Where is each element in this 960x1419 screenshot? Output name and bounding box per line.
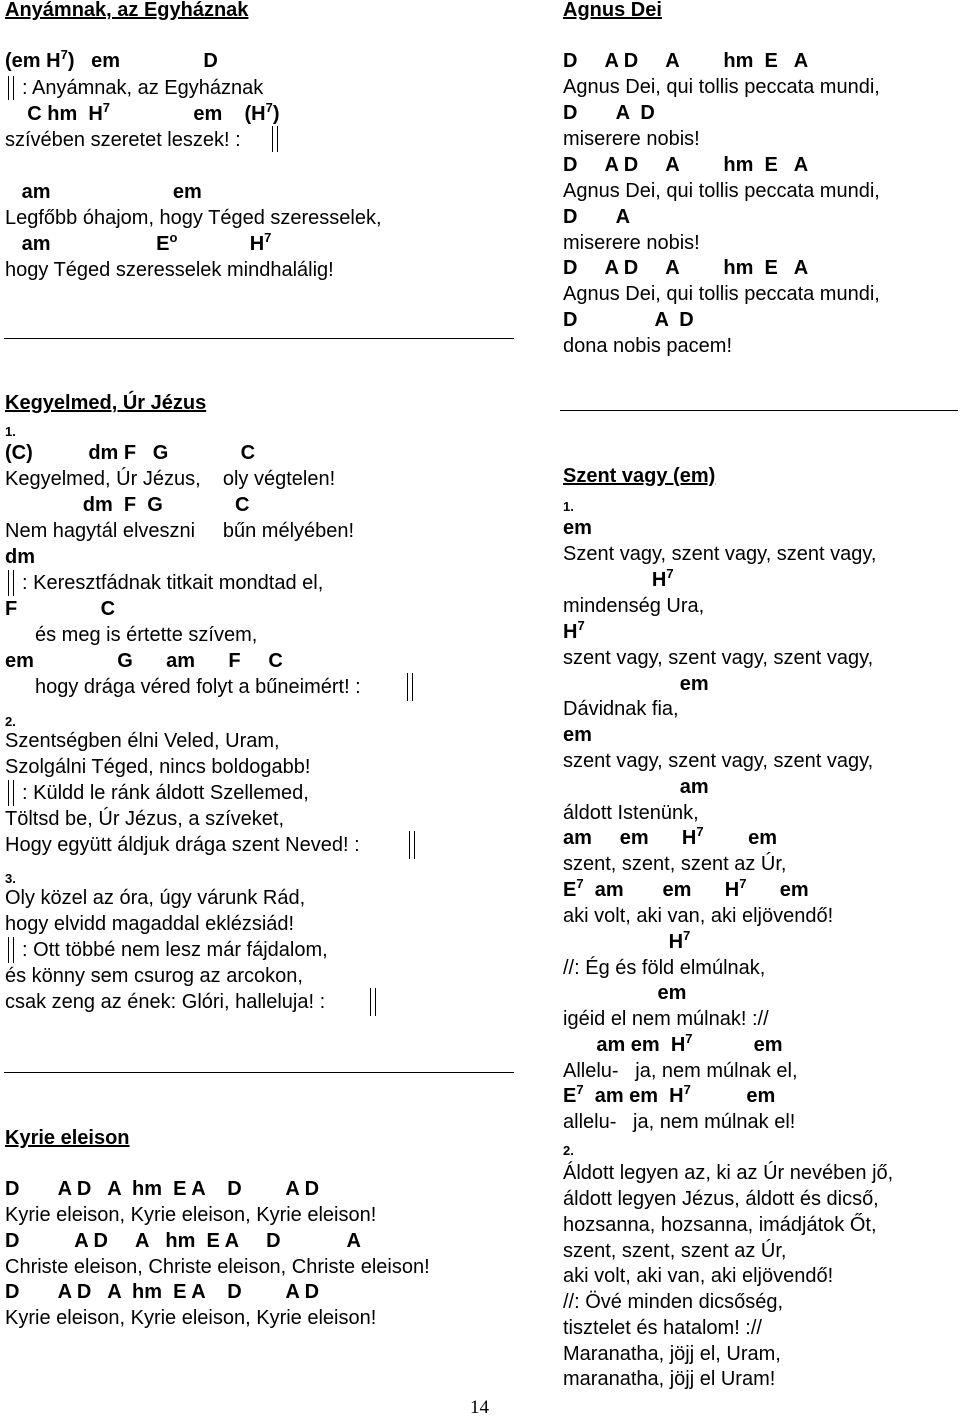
lyric-line: Maranatha, jöjj el, Uram, [563, 1343, 781, 1365]
song-title: Anyámnak, az Egyháznak [5, 0, 249, 21]
lyric-line: szívében szeretet leszek! : [5, 129, 241, 151]
lyric-line: és könny sem csurog az arcokon, [5, 965, 303, 987]
lyric-line: szent, szent, szent az Úr, [563, 1240, 787, 1262]
lyric-line: Allelu- ja, nem múlnak el, [563, 1060, 798, 1082]
lyric-line: Hogy együtt áldjuk drága szent Neved! : [5, 834, 360, 856]
repeat-end-sign [272, 126, 278, 152]
lyric-line: Áldott legyen az, ki az Úr nevében jő, [563, 1162, 894, 1184]
chord-line: (C) dm F G C [5, 442, 256, 464]
lyric-line: hozsanna, hozsanna, imádjátok Őt, [563, 1214, 877, 1236]
chord-line: D A D [563, 309, 694, 331]
chord-line: $E^7$ am em $H^7$ em [563, 876, 809, 901]
lyric-line: : Küldd le ránk áldott Szellemed, [22, 782, 309, 804]
lyric-line: maranatha, jöjj el Uram! [563, 1368, 776, 1390]
chord-line: $H^7$ [563, 618, 585, 643]
lyric-line: tisztelet és hatalom! :// [563, 1317, 762, 1339]
lyric-line: Oly közel az óra, úgy várunk Rád, [5, 887, 306, 909]
lyric-line: csak zeng az ének: Glóri, halleluja! : [5, 991, 326, 1013]
chord-line: em G am F C [5, 650, 283, 672]
lyric-line: szent, szent, szent az Úr, [563, 853, 787, 875]
lyric-line: áldott legyen Jézus, áldott és dicső, [563, 1188, 879, 1210]
chord-line: dm [5, 546, 35, 568]
lyric-line: hogy elvidd magaddal eklézsiád! [5, 913, 295, 935]
repeat-end-sign [407, 673, 413, 701]
lyric-line: Agnus Dei, qui tollis peccata mundi, [563, 283, 880, 305]
lyric-line: : Anyámnak, az Egyháznak [22, 77, 264, 99]
chord-line: $H^7$ [563, 566, 674, 591]
chord-line: $E^7$ am em $H^7$ em [563, 1082, 776, 1107]
lyric-line: Legfőbb óhajom, hogy Téged szeresselek, [5, 207, 382, 229]
lyric-line: hogy drága véred folyt a bűneimért! : [35, 676, 361, 698]
lyric-line: aki volt, aki van, aki eljövendő! [563, 905, 834, 927]
verse-number: 3. [5, 871, 16, 886]
chord-line: em [563, 724, 592, 746]
chord-line: D A D [563, 102, 655, 124]
chord-line: am em $H^7$ em [563, 1031, 783, 1056]
lyric-line: //: Övé minden dicsőség, [563, 1291, 784, 1313]
chord-line: D A [563, 206, 631, 228]
chord-line: dm F G C [5, 494, 250, 516]
lyric-line: Kyrie eleison, Kyrie eleison, Kyrie eleison! [5, 1204, 377, 1226]
chord-line: D A D A hm E A D A D [5, 1178, 320, 1200]
verse-number: 2. [563, 1143, 574, 1158]
song-title: Szent vagy (em) [563, 465, 716, 487]
lyric-line: Nem hagytál elveszni bűn mélyében! [5, 520, 355, 542]
page-number: 14 [470, 1397, 489, 1418]
chord-line: am [563, 776, 709, 798]
lyric-line: szent vagy, szent vagy, szent vagy, [563, 647, 874, 669]
section-divider [560, 410, 958, 411]
chord-line: em [563, 982, 687, 1004]
chord-line: D A D A hm E A D A [5, 1230, 361, 1252]
repeat-start-sign [8, 76, 14, 100]
lyric-line: szent vagy, szent vagy, szent vagy, [563, 750, 874, 772]
chord-line: em [563, 517, 592, 539]
chord-line: D A D A hm E A [563, 50, 809, 72]
lyric-line: Szolgálni Téged, nincs boldogabb! [5, 756, 311, 778]
lyric-line: Töltsd be, Úr Jézus, a szíveket, [5, 808, 284, 830]
lyric-line: miserere nobis! [563, 128, 700, 150]
repeat-end-sign [409, 831, 415, 859]
lyric-line: Dávidnak fia, [563, 698, 679, 720]
song-title: Kegyelmed, Úr Jézus [5, 392, 207, 414]
verse-number: 1. [563, 499, 574, 514]
chord-line: F C [5, 598, 116, 620]
lyric-line: hogy Téged szeresselek mindhalálig! [5, 259, 334, 281]
chord-line: D A D A hm E A [563, 257, 809, 279]
lyric-line: Christe eleison, Christe eleison, Christe eleison! [5, 1256, 430, 1278]
chord-line: am em [5, 181, 202, 203]
chord-line: am em $H^7$ em [563, 824, 777, 849]
repeat-start-sign [8, 780, 14, 806]
lyric-line: mindenség Ura, [563, 595, 705, 617]
song-title: Kyrie eleison [5, 1127, 130, 1149]
lyric-line: Kyrie eleison, Kyrie eleison, Kyrie eleison! [5, 1307, 377, 1329]
verse-number: 1. [5, 424, 16, 439]
chord-line: C hm $H^7$ em $(H^7)$ [5, 100, 280, 125]
repeat-start-sign [8, 570, 14, 596]
lyric-line: igéid el nem múlnak! :// [563, 1008, 769, 1030]
repeat-start-sign [8, 937, 14, 963]
lyric-line: Szent vagy, szent vagy, szent vagy, [563, 543, 877, 565]
lyric-line: aki volt, aki van, aki eljövendő! [563, 1265, 834, 1287]
lyric-line: : Ott többé nem lesz már fájdalom, [22, 939, 328, 961]
lyric-line: allelu- ja, nem múlnak el! [563, 1111, 796, 1133]
section-divider [4, 338, 514, 339]
lyric-line: Szentségben élni Veled, Uram, [5, 730, 280, 752]
lyric-line: és meg is értette szívem, [35, 624, 258, 646]
lyric-line: : Keresztfádnak titkait mondtad el, [22, 572, 324, 594]
repeat-end-sign [370, 988, 376, 1016]
chord-line: D A D A hm E A [563, 154, 809, 176]
lyric-line: Agnus Dei, qui tollis peccata mundi, [563, 76, 880, 98]
chord-line: (em $H^7$) em D [5, 47, 218, 72]
chord-line: D A D A hm E A D A D [5, 1281, 320, 1303]
verse-number: 2. [5, 714, 16, 729]
lyric-line: Agnus Dei, qui tollis peccata mundi, [563, 180, 880, 202]
lyric-line: Kegyelmed, Úr Jézus, oly végtelen! [5, 468, 336, 490]
lyric-line: miserere nobis! [563, 232, 700, 254]
chord-line: $H^7$ [563, 928, 691, 953]
lyric-line: dona nobis pacem! [563, 335, 733, 357]
chord-line: em [563, 673, 709, 695]
section-divider [4, 1072, 514, 1073]
chord-line: am $E^o$ $H^7$ [5, 230, 272, 255]
lyric-line: //: Ég és föld elmúlnak, [563, 957, 766, 979]
song-title: Agnus Dei [563, 0, 662, 21]
lyric-line: áldott Istenünk, [563, 802, 699, 824]
